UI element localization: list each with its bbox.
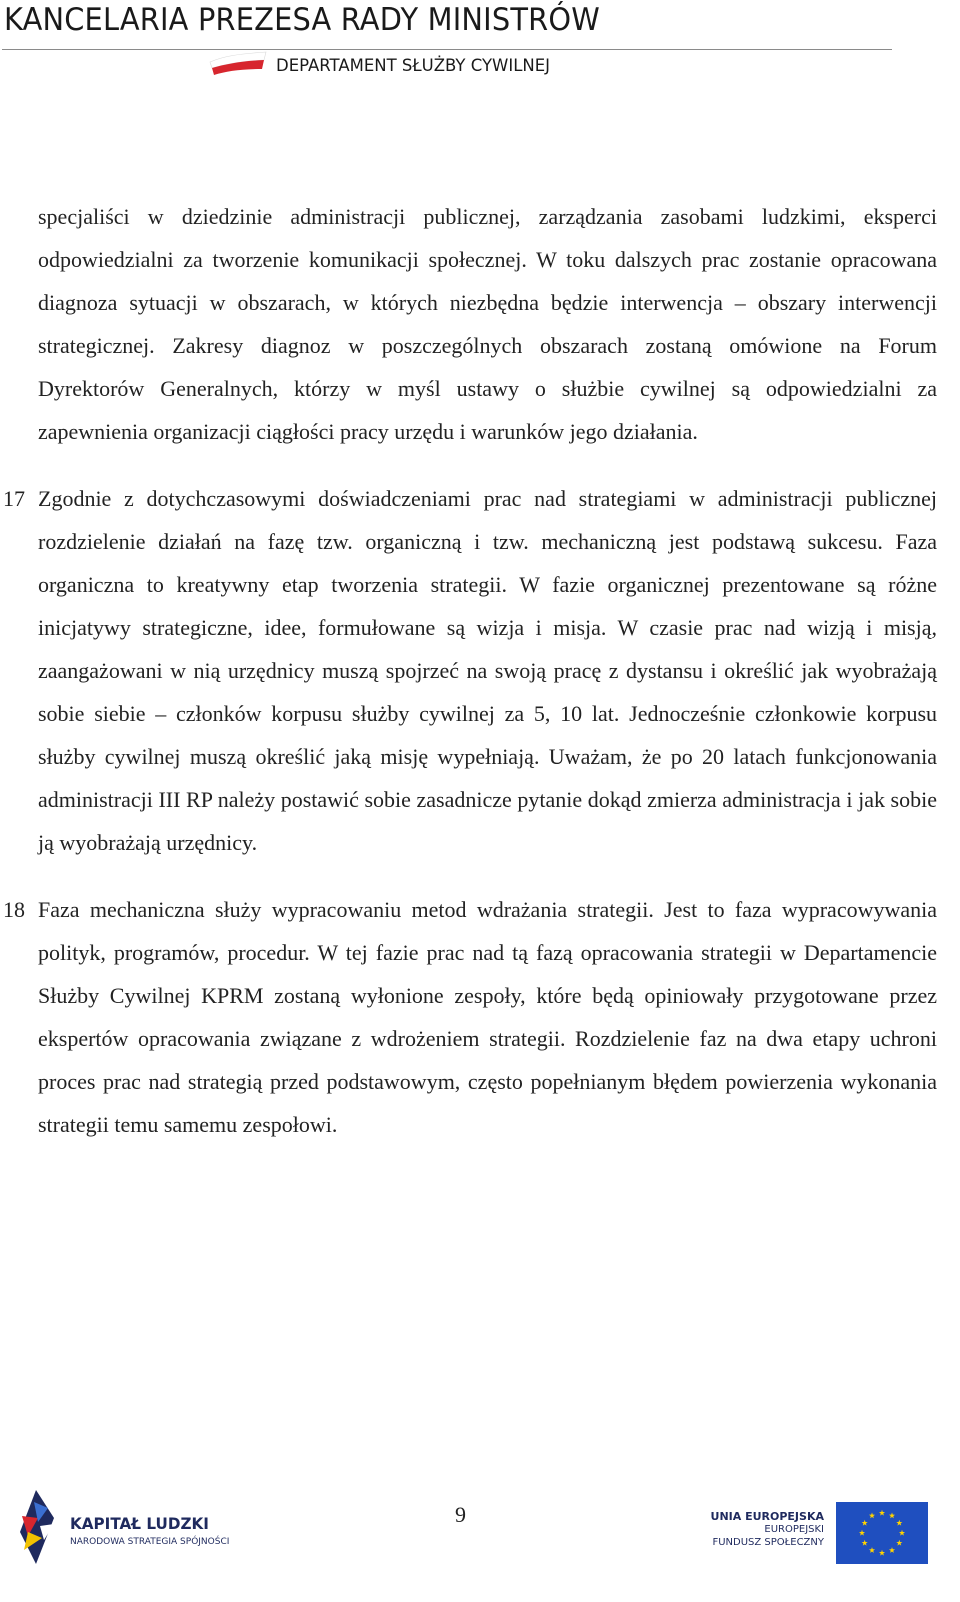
document-body [0, 195, 960, 1146]
paragraph-text: Zgodnie z dotychczasowymi doświadczeniami prac nad strategiami w administracji publicznej rozdzielenie działań na fazę tzw. organiczną i tzw. mechaniczną jest podstawą sukcesu. Faza organiczna to kreatywny etap tworzenia strategii. W fazie organicznej prezentowane są różne inicjatywy strategiczne, idee, formułowane są wizja i misja. W czasie prac nad wizją i misją, zaangażowani w nią urzędnicy muszą spojrzeć na swoją pracę z dystansu i określić jak wyobrażają sobie siebie – członków korpusu służby cywilnej za 5, 10 lat. Jednocześnie członkowie korpusu służby cywilnej muszą określić jaką misję wypełniają. Uważam, że po 20 latach funkcjonowania administracji III RP należy postawić sobie zasadnicze pytanie dokąd zmierza administracja i jak sobie ją wyobrażają urzędnicy. [38, 486, 937, 855]
kapital-ludzki-title: KAPITAŁ LUDZKI [70, 1514, 209, 1533]
paragraph-continuation [38, 195, 937, 453]
paragraph-17 [3, 477, 937, 864]
eu-logo-text [711, 1510, 824, 1549]
kapital-ludzki-subtitle: NARODOWA STRATEGIA SPÓJNOŚCI [70, 1537, 230, 1547]
eu-flag-icon [836, 1502, 928, 1564]
paragraph-number: 18 [3, 897, 25, 922]
header-divider [2, 49, 892, 50]
paragraph-text: specjaliści w dziedzinie administracji publicznej, zarządzania zasobami ludzkimi, eksperci odpowiedzialni za tworzenie komunikacji społecznej. W toku dalszych prac zostanie opracowana diagnoza sytuacji w obszarach, w których niezbędna będzie interwencja – obszary interwencji strategicznej. Zakresy diagnoz w poszczególnych obszarach zostaną omówione na Forum Dyrektorów Generalnych, którzy w myśl ustawy o służbie cywilnej są odpowiedzialni za zapewnienia organizacji ciągłości pracy urzędu i warunków jego działania. [38, 204, 937, 444]
polish-flag-ribbon-icon [208, 50, 268, 76]
page-footer [0, 1480, 960, 1602]
department-name: DEPARTAMENT SŁUŻBY CYWILNEJ [276, 56, 551, 76]
page-header [0, 0, 960, 90]
eu-text-line-3: FUNDUSZ SPOŁECZNY [712, 1537, 824, 1548]
paragraph-18 [3, 888, 937, 1146]
page-number: 9 [455, 1502, 466, 1527]
eu-text-line-1: UNIA EUROPEJSKA [710, 1510, 824, 1523]
paragraph-number: 17 [3, 486, 25, 511]
kapital-ludzki-star-logo-icon [14, 1488, 62, 1566]
eu-text-line-2: EUROPEJSKI [764, 1524, 824, 1535]
organization-name: KANCELARIA PREZESA RADY MINISTRÓW [4, 2, 600, 38]
paragraph-text: Faza mechaniczna służy wypracowaniu metod wdrażania strategii. Jest to faza wypracowywania polityk, programów, procedur. W tej fazie prac nad tą fazą opracowania strategii w Departamencie Służby Cywilnej KPRM zostaną wyłonione zespoły, które będą opiniowały przygotowane przez ekspertów opracowania związane z wdrożeniem strategii. Rozdzielenie faz na dwa etapy uchroni proces prac nad strategią przed podstawowym, często popełnianym błędem powierzenia wykonania strategii temu samemu zespołowi. [38, 897, 937, 1137]
